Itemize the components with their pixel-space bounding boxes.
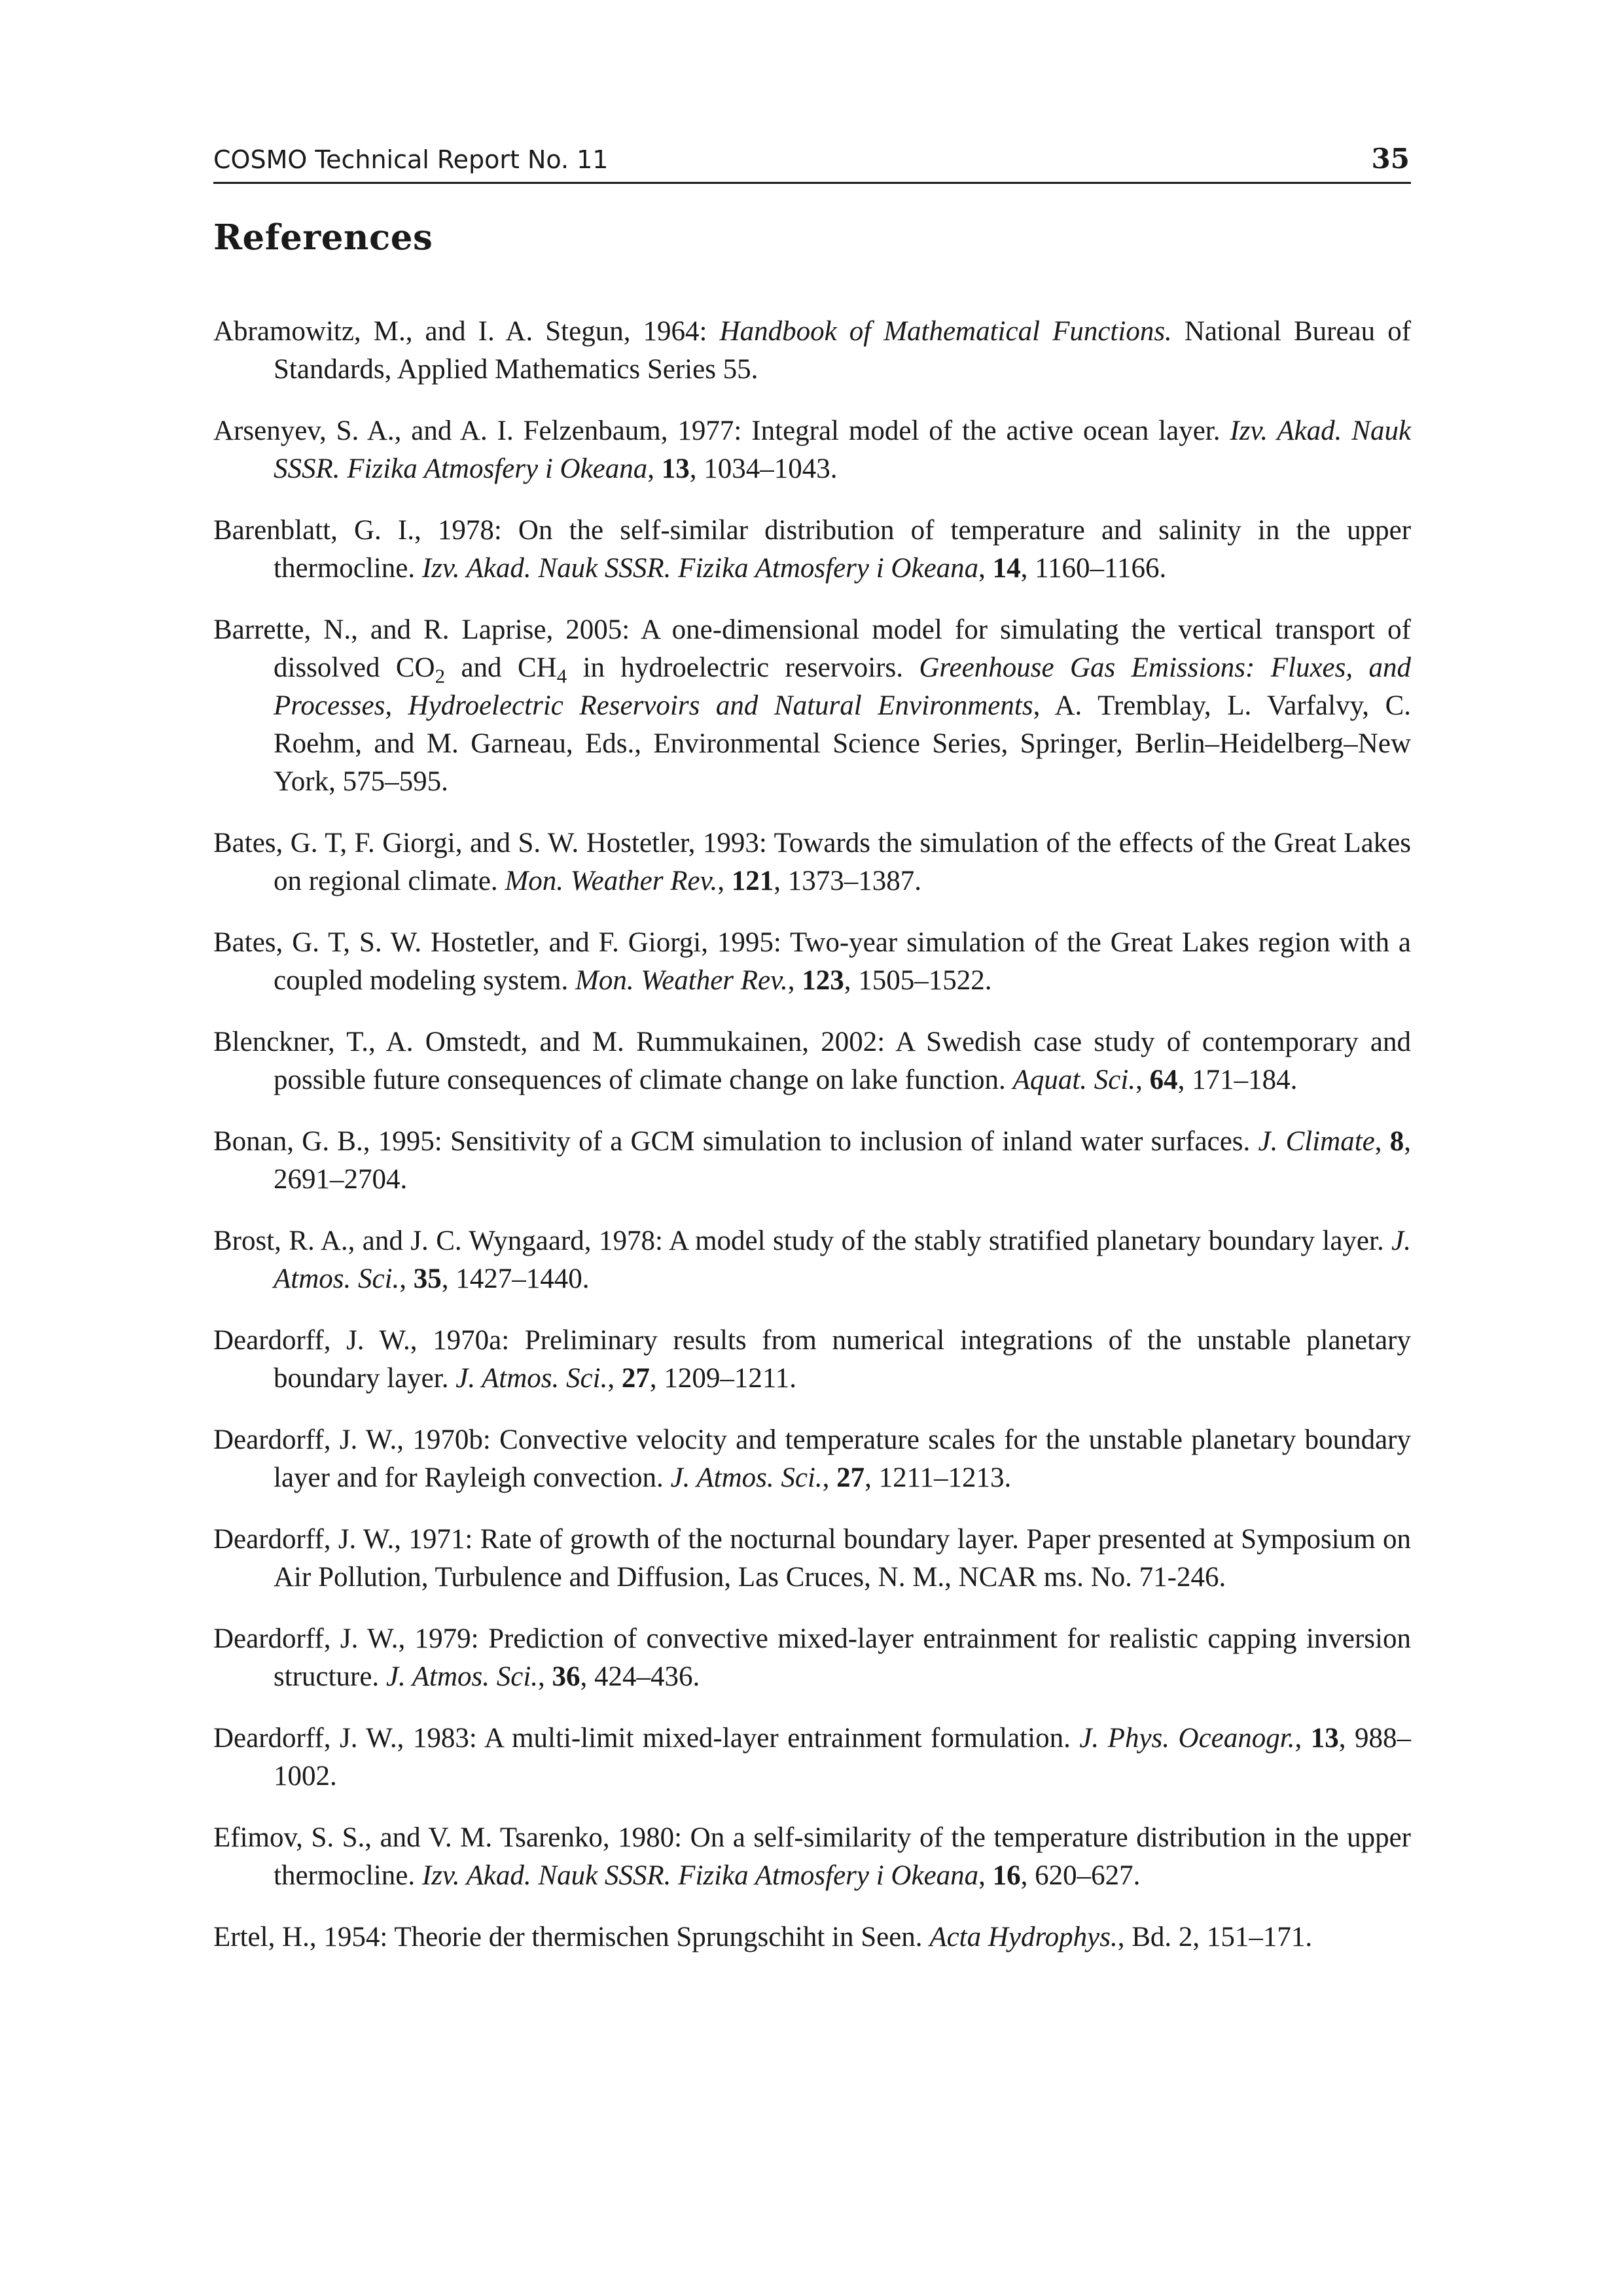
reference-journal: Izv. Akad. Nauk SSSR. Fizika Atmosfery i Okeana (274, 415, 1412, 484)
reference-title: Convective velocity and temperature scales for the unstable planetary boundary layer and for Rayleigh convection. (274, 1424, 1411, 1493)
reference-item: Bates, G. T, S. W. Hostetler, and F. Giorgi, 1995: Two-year simulation of the Great Lakes region with a coupled modeling system. Mon. Weather Rev., 123, 1505–1522. (213, 927, 1411, 996)
reference-title: Prediction of convective mixed-layer entrainment for realistic capping inversion structure. (274, 1623, 1411, 1692)
reference-volume: 13 (1310, 1723, 1339, 1754)
reference-item: Barenblatt, G. I., 1978: On the self-similar distribution of temperature and salinity in the upper thermocline. Izv. Akad. Nauk SSSR. Fizika Atmosfery i Okeana, 14, 1160–1166. (213, 515, 1412, 584)
reference-item: Blenckner, T., A. Omstedt, and M. Rummukainen, 2002: A Swedish case study of contemporary and possible future consequences of climate change on lake function. Aquat. Sci., 64, 171–184. (213, 1027, 1411, 1095)
subscript: 4 (556, 664, 567, 688)
reference-journal: J. Climate (1258, 1126, 1375, 1157)
reference-details: , 1160–1166. (1020, 553, 1167, 584)
reference-volume: 8 (1389, 1126, 1404, 1157)
reference-title: Handbook of Mathematical Functions. (719, 316, 1172, 347)
reference-details: , 171–184. (1177, 1065, 1298, 1095)
reference-authors: Abramowitz, M., and I. A. Stegun, 1964: (213, 316, 707, 347)
running-header (213, 143, 1411, 184)
reference-authors: Barrette, N., and R. Laprise, 2005: (213, 614, 630, 645)
reference-item: Deardorff, J. W., 1983: A multi-limit mixed-layer entrainment formulation. J. Phys. Oceanogr., 13, 988–1002. (213, 1723, 1411, 1792)
reference-item: Bates, G. T, F. Giorgi, and S. W. Hostetler, 1993: Towards the simulation of the effects of the Great Lakes on regional climate. Mon. Weather Rev., 121, 1373–1387. (213, 828, 1411, 896)
reference-authors: Bates, G. T, F. Giorgi, and S. W. Hostetler, 1993: (213, 828, 767, 858)
reference-volume: 14 (992, 553, 1021, 584)
section-title: References (213, 217, 433, 258)
reference-volume: 13 (661, 453, 690, 484)
report-title: COSMO Technical Report No. 11 (213, 145, 609, 174)
reference-volume: 16 (992, 1860, 1021, 1891)
reference-details: , A. Tremblay, L. Varfalvy, C. Roehm, and M. Garneau, Eds., Environmental Science Series, Springer, Berlin–Heidelberg–New York, 575–595. (274, 690, 1412, 797)
reference-item: Deardorff, J. W., 1979: Prediction of convective mixed-layer entrainment for realistic capping inversion structure. J. Atmos. Sci., 36, 424–436. (213, 1623, 1411, 1692)
reference-item (213, 1918, 1411, 1956)
reference-authors: Ertel, H., 1954: (213, 1922, 388, 1952)
reference-title: A model study of the stably stratified planetary boundary layer. (668, 1226, 1384, 1256)
reference-title: Two-year simulation of the Great Lakes region with a coupled modeling system. (274, 927, 1411, 996)
reference-title-end: in hydroelectric reservoirs. (567, 652, 903, 683)
reference-volume: 36 (552, 1661, 580, 1692)
reference-title-start: A one-dimensional model for simulating the vertical transport of dissolved CO (274, 614, 1411, 683)
reference-journal: Mon. Weather Rev. (575, 965, 788, 996)
reference-details: , 988–1002. (274, 1723, 1411, 1792)
reference-title: Preliminary results from numerical integrations of the unstable planetary boundary layer. (274, 1325, 1412, 1394)
reference-volume: 123 (802, 965, 844, 996)
reference-journal: Mon. Weather Rev. (505, 866, 718, 896)
reference-journal: J. Atmos. Sci. (385, 1661, 539, 1692)
reference-journal: Greenhouse Gas Emissions: Fluxes, and Processes, Hydroelectric Reservoirs and Natural Environments (274, 652, 1412, 721)
subscript: 2 (435, 664, 446, 688)
reference-item: Efimov, S. S., and V. M. Tsarenko, 1980: On a self-similarity of the temperature distribution in the upper thermocline. Izv. Akad. Nauk SSSR. Fizika Atmosfery i Okeana, 16, 620–627. (213, 1822, 1412, 1891)
reference-journal: J. Atmos. Sci. (670, 1462, 823, 1493)
reference-authors: Arsenyev, S. A., and A. I. Felzenbaum, 1977: (213, 415, 742, 446)
reference-item: Bonan, G. B., 1995: Sensitivity of a GCM simulation to inclusion of inland water surfaces. J. Climate, 8, 2691–2704. (213, 1126, 1412, 1195)
reference-volume: 64 (1149, 1065, 1178, 1095)
reference-details: , 2691–2704. (274, 1126, 1412, 1195)
reference-journal: Aquat. Sci. (1012, 1065, 1136, 1095)
reference-title: A Swedish case study of contemporary and possible future consequences of climate change on lake function. (274, 1027, 1411, 1095)
reference-details: , 1505–1522. (844, 965, 992, 996)
reference-authors: Bates, G. T, S. W. Hostetler, and F. Giorgi, 1995: (213, 927, 781, 958)
page-number: 35 (1371, 143, 1410, 175)
reference-title-middle: and CH (445, 652, 557, 683)
reference-item (213, 1521, 1411, 1597)
reference-details: , 1209–1211. (649, 1363, 796, 1394)
reference-volume: 27 (836, 1462, 865, 1493)
reference-title: Integral model of the active ocean layer. (751, 415, 1221, 446)
reference-details: , Bd. 2, 151–171. (1117, 1922, 1313, 1952)
reference-authors: Deardorff, J. W., 1971: (213, 1524, 473, 1555)
reference-authors: Efimov, S. S., and V. M. Tsarenko, 1980: (213, 1822, 683, 1853)
reference-details: , 1034–1043. (689, 453, 838, 484)
reference-authors: Brost, R. A., and J. C. Wyngaard, 1978: (213, 1226, 663, 1256)
reference-details: , 424–436. (580, 1661, 700, 1692)
reference-title: Towards the simulation of the effects of the Great Lakes on regional climate. (274, 828, 1411, 896)
reference-title: Rate of growth of the nocturnal boundary layer. Paper presented at Symposium on Air Pollution, Turbulence and Diffusion, Las Cruces, N. M., NCAR ms. No. 71-246. (274, 1524, 1411, 1593)
reference-authors: Deardorff, J. W., 1970a: (213, 1325, 510, 1356)
reference-item (213, 313, 1411, 389)
reference-authors: Bonan, G. B., 1995: (213, 1126, 442, 1157)
reference-authors: Deardorff, J. W., 1979: (213, 1623, 479, 1654)
reference-details: , 620–627. (1020, 1860, 1141, 1891)
reference-title: Sensitivity of a GCM simulation to inclusion of inland water surfaces. (450, 1126, 1251, 1157)
reference-title: On a self-similarity of the temperature distribution in the upper thermocline. (274, 1822, 1412, 1891)
reference-item (213, 611, 1411, 801)
reference-journal: J. Atmos. Sci. (274, 1226, 1411, 1294)
reference-journal: Izv. Akad. Nauk SSSR. Fizika Atmosfery i Okeana (421, 1860, 979, 1891)
reference-title: A multi-limit mixed-layer entrainment formulation. (484, 1723, 1071, 1754)
reference-item: Brost, R. A., and J. C. Wyngaard, 1978: A model study of the stably stratified planetary boundary layer. J. Atmos. Sci., 35, 1427–1440. (213, 1226, 1411, 1294)
reference-item: Deardorff, J. W., 1970a: Preliminary results from numerical integrations of the unstable planetary boundary layer. J. Atmos. Sci., 27, 1209–1211. (213, 1325, 1412, 1394)
reference-volume: 27 (621, 1363, 650, 1394)
reference-volume: 121 (731, 866, 774, 896)
reference-title: On the self-similar distribution of temperature and salinity in the upper thermocline. (274, 515, 1412, 584)
reference-authors: Blenckner, T., A. Omstedt, and M. Rummukainen, 2002: (213, 1027, 885, 1057)
reference-list (213, 313, 1411, 1956)
reference-item: Arsenyev, S. A., and A. I. Felzenbaum, 1977: Integral model of the active ocean layer. Izv. Akad. Nauk SSSR. Fizika Atmosfery i Okeana, 13, 1034–1043. (213, 415, 1412, 484)
reference-journal: J. Atmos. Sci. (455, 1363, 608, 1394)
reference-details: , 1427–1440. (441, 1263, 590, 1294)
reference-authors: Deardorff, J. W., 1970b: (213, 1424, 491, 1455)
reference-volume: 35 (413, 1263, 442, 1294)
reference-details: , 1211–1213. (865, 1462, 1012, 1493)
reference-authors: Barenblatt, G. I., 1978: (213, 515, 502, 546)
reference-journal: J. Phys. Oceanogr. (1079, 1723, 1295, 1754)
reference-title: Theorie der thermischen Sprungschiht in Seen. (394, 1922, 923, 1952)
reference-details: National Bureau of Standards, Applied Mathematics Series 55. (274, 316, 1412, 385)
reference-item: Deardorff, J. W., 1970b: Convective velocity and temperature scales for the unstable planetary boundary layer and for Rayleigh convection. J. Atmos. Sci., 27, 1211–1213. (213, 1424, 1411, 1493)
reference-authors: Deardorff, J. W., 1983: (213, 1723, 477, 1754)
reference-details: , 1373–1387. (774, 866, 921, 896)
reference-journal: Izv. Akad. Nauk SSSR. Fizika Atmosfery i Okeana (421, 553, 979, 584)
reference-journal: Acta Hydrophys. (929, 1922, 1118, 1952)
